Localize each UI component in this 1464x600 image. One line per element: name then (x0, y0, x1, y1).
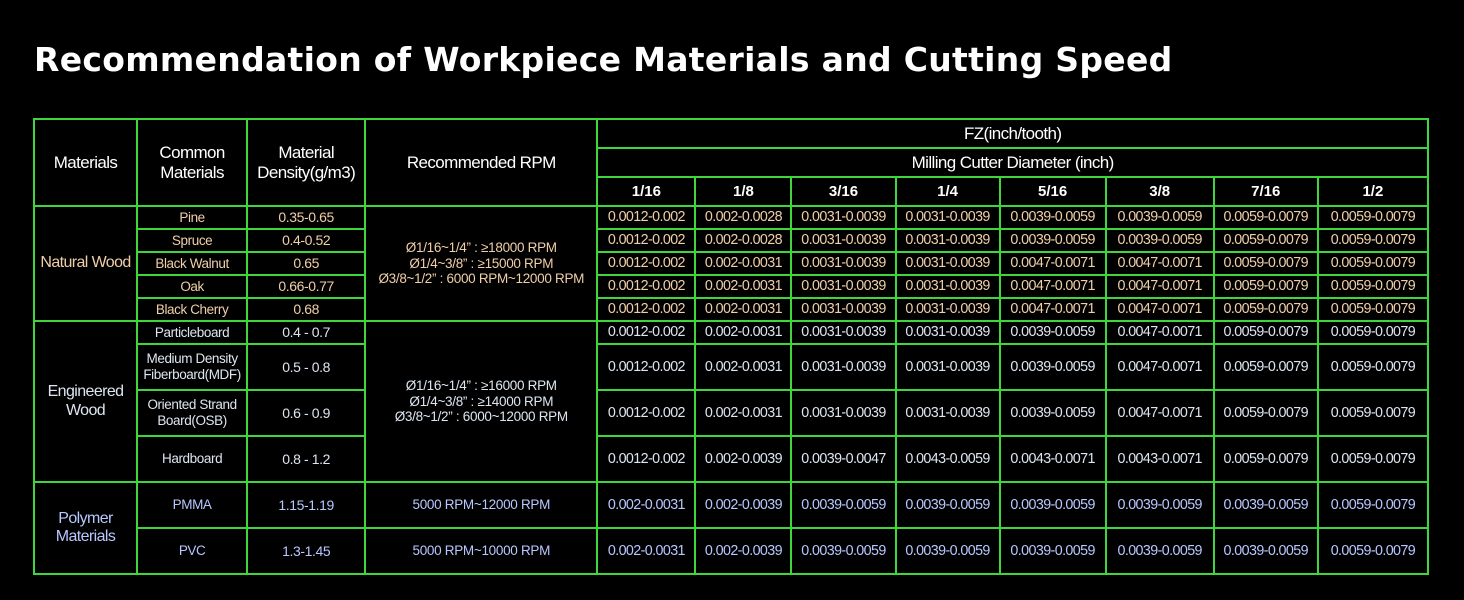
fz-value: 0.0039-0.0059 (896, 528, 1000, 574)
fz-value: 0.0039-0.0047 (791, 436, 895, 482)
fz-value: 0.0031-0.0039 (791, 252, 895, 275)
fz-value: 0.002-0.0031 (695, 275, 791, 298)
fz-value: 0.0012-0.002 (597, 252, 695, 275)
fz-value: 0.0047-0.0071 (1106, 298, 1214, 321)
material-name: PMMA (137, 482, 247, 528)
recommended-rpm (365, 206, 597, 321)
cutting-speed-table (33, 118, 1429, 575)
recommended-rpm (365, 321, 597, 482)
header-fz: FZ(inch/tooth) (597, 119, 1428, 148)
fz-value: 0.0059-0.0079 (1318, 252, 1428, 275)
fz-value: 0.0059-0.0079 (1318, 344, 1428, 390)
fz-value: 0.0059-0.0079 (1318, 436, 1428, 482)
fz-value: 0.002-0.0031 (695, 252, 791, 275)
fz-value: 0.0039-0.0059 (1000, 482, 1106, 528)
fz-value: 0.0043-0.0059 (896, 436, 1000, 482)
recommended-rpm-line: Ø1/4~3/8” : ≥15000 RPM (409, 255, 554, 271)
table-row (34, 321, 1428, 344)
material-name-line: Oriented Strand (147, 397, 237, 413)
fz-value: 0.0039-0.0059 (1000, 528, 1106, 574)
fz-value: 0.0012-0.002 (597, 298, 695, 321)
material-density: 0.8 - 1.2 (247, 436, 365, 482)
header-diameter: 1/4 (896, 177, 1000, 206)
fz-value: 0.0059-0.0079 (1318, 206, 1428, 229)
fz-value: 0.0039-0.0059 (1000, 206, 1106, 229)
fz-value: 0.0039-0.0059 (791, 528, 895, 574)
fz-value: 0.002-0.0039 (695, 436, 791, 482)
fz-value: 0.0059-0.0079 (1214, 344, 1318, 390)
fz-value: 0.0031-0.0039 (896, 390, 1000, 436)
header-materials: Materials (34, 119, 137, 206)
header-recommended-rpm: Recommended RPM (365, 119, 597, 206)
material-name: Spruce (137, 229, 247, 252)
recommended-rpm-line: Ø1/16~1/4” : ≥18000 RPM (405, 240, 557, 256)
fz-value: 0.0059-0.0079 (1214, 298, 1318, 321)
group-polymer-materials-line: Materials (55, 528, 116, 545)
fz-value: 0.0059-0.0079 (1318, 229, 1428, 252)
fz-value: 0.0047-0.0071 (1106, 321, 1214, 344)
recommended-rpm: 5000 RPM~12000 RPM (365, 482, 597, 528)
header-diameter: 1/8 (695, 177, 791, 206)
table-row (34, 344, 1428, 390)
material-density: 0.5 - 0.8 (247, 344, 365, 390)
fz-value: 0.0031-0.0039 (896, 275, 1000, 298)
material-density: 1.3-1.45 (247, 528, 365, 574)
fz-value: 0.0039-0.0059 (1000, 321, 1106, 344)
fz-value: 0.002-0.0031 (597, 528, 695, 574)
fz-value: 0.0047-0.0071 (1106, 344, 1214, 390)
fz-value: 0.0031-0.0039 (791, 390, 895, 436)
material-name-line: Fiberboard(MDF) (143, 367, 241, 382)
fz-value: 0.0031-0.0039 (791, 229, 895, 252)
header-diameter: 3/8 (1106, 177, 1214, 206)
recommended-rpm-line: Ø3/8~1/2” : 6000 RPM~12000 RPM (378, 271, 585, 287)
group-engineered-wood-line: Wood (65, 401, 106, 419)
fz-value: 0.0012-0.002 (597, 206, 695, 229)
material-name: Oak (137, 275, 247, 298)
fz-value: 0.0031-0.0039 (896, 252, 1000, 275)
material-name: PVC (137, 528, 247, 574)
fz-value: 0.0012-0.002 (597, 344, 695, 390)
fz-value: 0.0059-0.0079 (1318, 321, 1428, 344)
header-diameter: 1/16 (597, 177, 695, 206)
fz-value: 0.0031-0.0039 (791, 206, 895, 229)
recommended-rpm-line: Ø1/16~1/4” : ≥16000 RPM (405, 378, 557, 394)
material-name (137, 344, 247, 390)
fz-value: 0.0059-0.0079 (1214, 206, 1318, 229)
fz-value: 0.0031-0.0039 (791, 275, 895, 298)
material-name: Black Cherry (137, 298, 247, 321)
fz-value: 0.0031-0.0039 (896, 344, 1000, 390)
fz-value: 0.0039-0.0059 (1214, 482, 1318, 528)
fz-value: 0.0047-0.0071 (1106, 275, 1214, 298)
recommended-rpm: 5000 RPM~10000 RPM (365, 528, 597, 574)
material-name-line: Medium Density (146, 351, 238, 367)
group-engineered-wood (34, 321, 137, 482)
fz-value: 0.002-0.0039 (695, 482, 791, 528)
fz-value: 0.0012-0.002 (597, 275, 695, 298)
fz-value: 0.0043-0.0071 (1106, 436, 1214, 482)
header-common-materials-line: Common (159, 142, 225, 162)
table-row (34, 252, 1428, 275)
header-diameter: 1/2 (1318, 177, 1428, 206)
fz-value: 0.0039-0.0059 (1106, 229, 1214, 252)
group-polymer-materials (34, 482, 137, 574)
fz-value: 0.0059-0.0079 (1318, 482, 1428, 528)
fz-value: 0.002-0.0028 (695, 229, 791, 252)
fz-value: 0.0059-0.0079 (1214, 436, 1318, 482)
fz-value: 0.0059-0.0079 (1318, 528, 1428, 574)
table-row (34, 390, 1428, 436)
material-density: 0.68 (247, 298, 365, 321)
header-common-materials (137, 119, 247, 206)
recommended-rpm-line: Ø1/4~3/8” : ≥14000 RPM (409, 393, 554, 409)
table-row (34, 229, 1428, 252)
fz-value: 0.0059-0.0079 (1318, 390, 1428, 436)
group-engineered-wood-line: Engineered (47, 383, 124, 401)
fz-value: 0.0039-0.0059 (1000, 390, 1106, 436)
material-name: Hardboard (137, 436, 247, 482)
fz-value: 0.0039-0.0059 (1106, 528, 1214, 574)
table-row (34, 436, 1428, 482)
fz-value: 0.0039-0.0059 (1000, 344, 1106, 390)
material-name-line: Board(OSB) (157, 413, 227, 428)
header-diameter: 5/16 (1000, 177, 1106, 206)
material-name: Black Walnut (137, 252, 247, 275)
fz-value: 0.0039-0.0059 (1214, 528, 1318, 574)
table-row (34, 482, 1428, 528)
fz-value: 0.0059-0.0079 (1214, 252, 1318, 275)
group-polymer-materials-line: Polymer (58, 509, 113, 527)
fz-value: 0.0059-0.0079 (1214, 229, 1318, 252)
header-common-materials-line: Materials (160, 162, 224, 182)
fz-value: 0.0059-0.0079 (1318, 275, 1428, 298)
header-diameter: 3/16 (791, 177, 895, 206)
material-density: 0.65 (247, 252, 365, 275)
material-name: Pine (137, 206, 247, 229)
fz-value: 0.0047-0.0071 (1106, 252, 1214, 275)
fz-value: 0.002-0.0031 (695, 344, 791, 390)
material-density: 0.66-0.77 (247, 275, 365, 298)
fz-value: 0.002-0.0028 (695, 206, 791, 229)
material-density: 0.35-0.65 (247, 206, 365, 229)
fz-value: 0.002-0.0031 (695, 298, 791, 321)
fz-value: 0.0031-0.0039 (791, 321, 895, 344)
fz-value: 0.0043-0.0071 (1000, 436, 1106, 482)
table-row (34, 528, 1428, 574)
material-density: 0.4-0.52 (247, 229, 365, 252)
fz-value: 0.0047-0.0071 (1000, 298, 1106, 321)
fz-value: 0.0039-0.0059 (1106, 206, 1214, 229)
fz-value: 0.0039-0.0059 (896, 482, 1000, 528)
fz-value: 0.0059-0.0079 (1214, 390, 1318, 436)
fz-value: 0.0012-0.002 (597, 390, 695, 436)
table-row (34, 206, 1428, 229)
page-title: Recommendation of Workpiece Materials and Cutting Speed (34, 40, 1173, 79)
table-row (34, 275, 1428, 298)
fz-value: 0.0031-0.0039 (896, 298, 1000, 321)
header-density-line: Density(g/m3) (257, 162, 356, 182)
fz-value: 0.002-0.0039 (695, 528, 791, 574)
fz-value: 0.0031-0.0039 (896, 206, 1000, 229)
table-row (34, 298, 1428, 321)
material-name: Particleboard (137, 321, 247, 344)
fz-value: 0.0047-0.0071 (1106, 390, 1214, 436)
fz-value: 0.0012-0.002 (597, 321, 695, 344)
group-natural-wood: Natural Wood (34, 206, 137, 321)
fz-value: 0.0047-0.0071 (1000, 275, 1106, 298)
fz-value: 0.0031-0.0039 (896, 229, 1000, 252)
fz-value: 0.002-0.0031 (695, 321, 791, 344)
fz-value: 0.0031-0.0039 (791, 298, 895, 321)
fz-value: 0.0047-0.0071 (1000, 252, 1106, 275)
material-density: 0.6 - 0.9 (247, 390, 365, 436)
header-density-line: Material (278, 142, 334, 162)
fz-value: 0.0039-0.0059 (791, 482, 895, 528)
fz-value: 0.002-0.0031 (597, 482, 695, 528)
fz-value: 0.0059-0.0079 (1214, 321, 1318, 344)
fz-value: 0.0039-0.0059 (1106, 482, 1214, 528)
fz-value: 0.0012-0.002 (597, 436, 695, 482)
fz-value: 0.0012-0.002 (597, 229, 695, 252)
material-density: 0.4 - 0.7 (247, 321, 365, 344)
material-density: 1.15-1.19 (247, 482, 365, 528)
material-name (137, 390, 247, 436)
fz-value: 0.0031-0.0039 (791, 344, 895, 390)
fz-value: 0.002-0.0031 (695, 390, 791, 436)
header-density (247, 119, 365, 206)
fz-value: 0.0059-0.0079 (1214, 275, 1318, 298)
header-diameter: 7/16 (1214, 177, 1318, 206)
header-milling-cutter-diameter: Milling Cutter Diameter (inch) (597, 148, 1428, 177)
fz-value: 0.0059-0.0079 (1318, 298, 1428, 321)
fz-value: 0.0039-0.0059 (1000, 229, 1106, 252)
recommended-rpm-line: Ø3/8~1/2” : 6000~12000 RPM (394, 409, 568, 425)
fz-value: 0.0031-0.0039 (896, 321, 1000, 344)
